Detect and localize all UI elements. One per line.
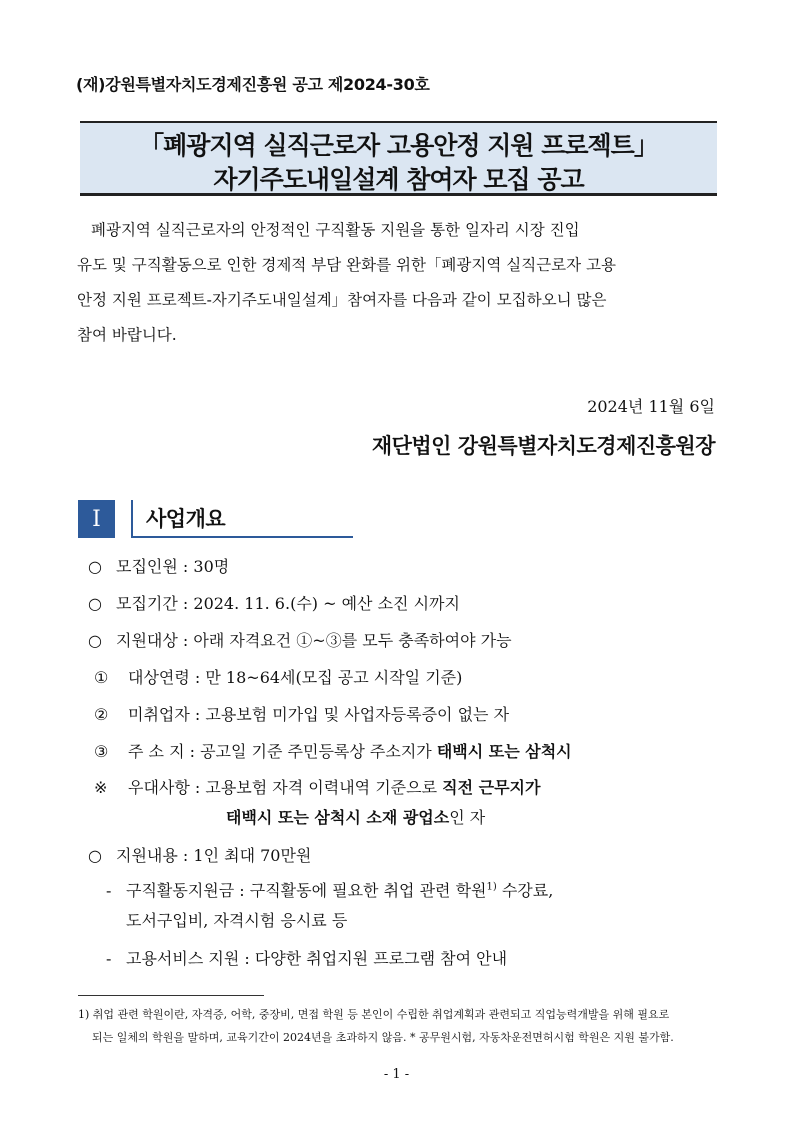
section-number: Ⅰ (78, 500, 115, 538)
section-title: 사업개요 (146, 507, 226, 531)
page-number: - 1 - (383, 1067, 410, 1082)
dash-mark: - (106, 949, 112, 968)
item-support (88, 843, 311, 866)
intro-line: 유도 및 구직활동으로 인한 경제적 부담 완화를 위한「폐광지역 실직근로자 고용 (77, 256, 616, 274)
preference-line-2 (226, 805, 485, 828)
section-underline (131, 536, 353, 538)
criterion-age (94, 665, 462, 688)
criterion-number: ① (94, 668, 109, 687)
criterion-bold-text: 태백시 또는 삼척시 (436, 742, 572, 761)
support-text-after: 수강료, (496, 881, 554, 900)
bullet-circle: ○ (88, 557, 102, 576)
footnote-rule (78, 995, 264, 996)
support-job-search-fund (106, 878, 553, 901)
footnote (78, 1003, 720, 1049)
bullet-circle: ○ (88, 846, 102, 865)
criterion-text: 미취업자 : 고용보험 미가입 및 사업자등록증이 없는 자 (128, 705, 510, 724)
intro-line: 참여 바랍니다. (77, 326, 177, 344)
support-text: 고용서비스 지원 : 다양한 취업지원 프로그램 참여 안내 (126, 949, 508, 968)
item-recruit-count (88, 554, 229, 577)
criterion-text: 주 소 지 : 공고일 기준 주민등록상 주소지가 (128, 742, 437, 761)
item-text: 모집기간 : 2024. 11. 6.(수) ~ 예산 소진 시까지 (116, 594, 460, 613)
criterion-number: ② (94, 705, 109, 724)
section-divider (131, 500, 133, 538)
notice-date: 2024년 11월 6일 (587, 397, 715, 416)
intro-paragraph (77, 213, 717, 353)
support-text: 구직활동지원금 : 구직활동에 필요한 취업 관련 학원 (126, 881, 487, 900)
footnote-line: 1) 취업 관련 학원이란, 자격증, 어학, 중장비, 면접 학원 등 본인이 수립한 취업계획과 관련되고 직업능력개발을 위해 필요로 (78, 1008, 670, 1021)
item-text: 지원대상 : 아래 자격요건 ①~③를 모두 충족하여야 가능 (116, 631, 512, 650)
criterion-number: ③ (94, 742, 109, 761)
title-line-2: 자기주도내일설계 참여자 모집 공고 (213, 165, 584, 194)
criterion-unemployed (94, 702, 509, 725)
intro-line: 안정 지원 프로젝트-자기주도내일설계」참여자를 다음과 같이 모집하오니 많은 (77, 291, 607, 309)
preference-bold-text: 태백시 또는 삼척시 소재 광업소 (226, 808, 450, 827)
notice-number: (재)강원특별자치도경제진흥원 공고 제2024-30호 (76, 75, 430, 94)
reference-mark: ※ (94, 778, 108, 797)
bullet-circle: ○ (88, 631, 102, 650)
footnote-reference[interactable]: 1) (486, 881, 497, 893)
preference-tail: 인 자 (449, 808, 486, 827)
issuing-organization: 재단법인 강원특별자치도경제진흥원장 (371, 434, 715, 458)
footnote-line: 되는 일체의 학원을 말하며, 교육기간이 2024년을 초과하지 않음. * 공무원시험, 자동차운전면허시험 학원은 지원 불가함. (92, 1031, 674, 1044)
bullet-circle: ○ (88, 594, 102, 613)
item-text: 지원내용 : 1인 최대 70만원 (116, 846, 312, 865)
title-box (80, 121, 717, 196)
item-text: 모집인원 : 30명 (116, 557, 230, 576)
support-job-search-fund-line-2: 도서구입비, 자격시험 응시료 등 (126, 911, 348, 930)
criterion-address (94, 739, 572, 762)
intro-line: 폐광지역 실직근로자의 안정적인 구직활동 지원을 통한 일자리 시장 진입 (91, 221, 580, 239)
preference-line-1 (94, 775, 540, 798)
preference-text: 우대사항 : 고용보험 자격 이력내역 기준으로 (128, 778, 443, 797)
item-recruit-period (88, 591, 460, 614)
preference-bold-text: 직전 근무지가 (442, 778, 541, 797)
item-eligibility (88, 628, 512, 651)
dash-mark: - (106, 881, 112, 900)
criterion-text: 대상연령 : 만 18~64세(모집 공고 시작일 기준) (128, 668, 463, 687)
title-line-1: 「폐광지역 실직근로자 고용안정 지원 프로젝트」 (139, 131, 658, 160)
support-employment-service (106, 946, 507, 969)
